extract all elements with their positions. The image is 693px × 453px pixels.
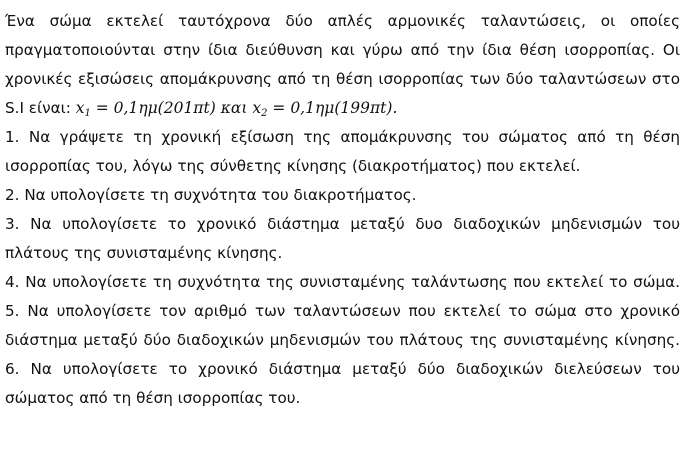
equations-prefix: S.I είναι: bbox=[5, 99, 76, 117]
equation-connector: και bbox=[215, 99, 253, 117]
question-6 bbox=[5, 355, 680, 413]
eq1-variable: x bbox=[75, 99, 85, 117]
question-5-line-1: 5. Να υπολογίσετε τον αριθμό των ταλαντώσεων που εκτελεί το σώμα στο χρονικό bbox=[5, 302, 680, 320]
intro-line-4 bbox=[5, 94, 680, 123]
question-2 bbox=[5, 181, 680, 210]
question-3-line-2: πλάτους της συνισταμένης κίνησης. bbox=[5, 244, 283, 262]
question-4 bbox=[5, 268, 680, 297]
intro-line-3: χρονικές εξισώσεις απομάκρυνσης από τη θέση ισορροπίας των δύο ταλαντώσεων στο bbox=[5, 70, 680, 88]
question-5 bbox=[5, 297, 680, 355]
question-1-line-1: 1. Να γράψετε τη χρονική εξίσωση της απομάκρυνσης του σώματος από τη θέση bbox=[5, 128, 680, 146]
question-6-line-1: 6. Να υπολογίσετε το χρονικό διάστημα μεταξύ δύο διαδοχικών διελεύσεων του bbox=[5, 360, 680, 378]
question-5-line-2: διάστημα μεταξύ δύο διαδοχικών μηδενισμών του πλάτους της συνισταμένης κίνησης. bbox=[5, 331, 680, 349]
problem-document bbox=[5, 7, 680, 413]
question-1 bbox=[5, 123, 680, 181]
question-list bbox=[5, 123, 680, 413]
question-3-line-1: 3. Να υπολογίσετε το χρονικό διάστημα μεταξύ δυο διαδοχικών μηδενισμών του bbox=[5, 215, 680, 233]
problem-intro bbox=[5, 7, 680, 123]
equation-x2 bbox=[252, 99, 392, 117]
question-3 bbox=[5, 210, 680, 268]
eq1-subscript: 1 bbox=[84, 108, 91, 119]
equations-period: . bbox=[392, 99, 398, 117]
question-1-line-2: ισορροπίας του, λόγω της σύνθετης κίνησης (διακροτήματος) που εκτελεί. bbox=[5, 157, 581, 175]
eq1-rhs: = 0,1ημ(201πt) bbox=[90, 99, 216, 117]
equation-x1 bbox=[76, 99, 216, 117]
eq2-variable: x bbox=[252, 99, 262, 117]
eq2-rhs: = 0,1ημ(199πt) bbox=[267, 99, 393, 117]
question-6-line-2: σώματος από τη θέση ισορροπίας του. bbox=[5, 389, 301, 407]
question-4-line-1: 4. Να υπολογίσετε τη συχνότητα της συνισταμένης ταλάντωσης που εκτελεί το σώμα. bbox=[5, 273, 680, 291]
question-2-line-1: 2. Να υπολογίσετε τη συχνότητα του διακροτήματος. bbox=[5, 186, 417, 204]
eq2-subscript: 2 bbox=[261, 108, 268, 119]
intro-line-2: πραγματοποιούνται στην ίδια διεύθυνση και γύρω από την ίδια θέση ισορροπίας. Οι bbox=[5, 41, 680, 59]
intro-line-1: Ένα σώμα εκτελεί ταυτόχρονα δύο απλές αρμονικές ταλαντώσεις, οι οποίες bbox=[5, 12, 680, 30]
